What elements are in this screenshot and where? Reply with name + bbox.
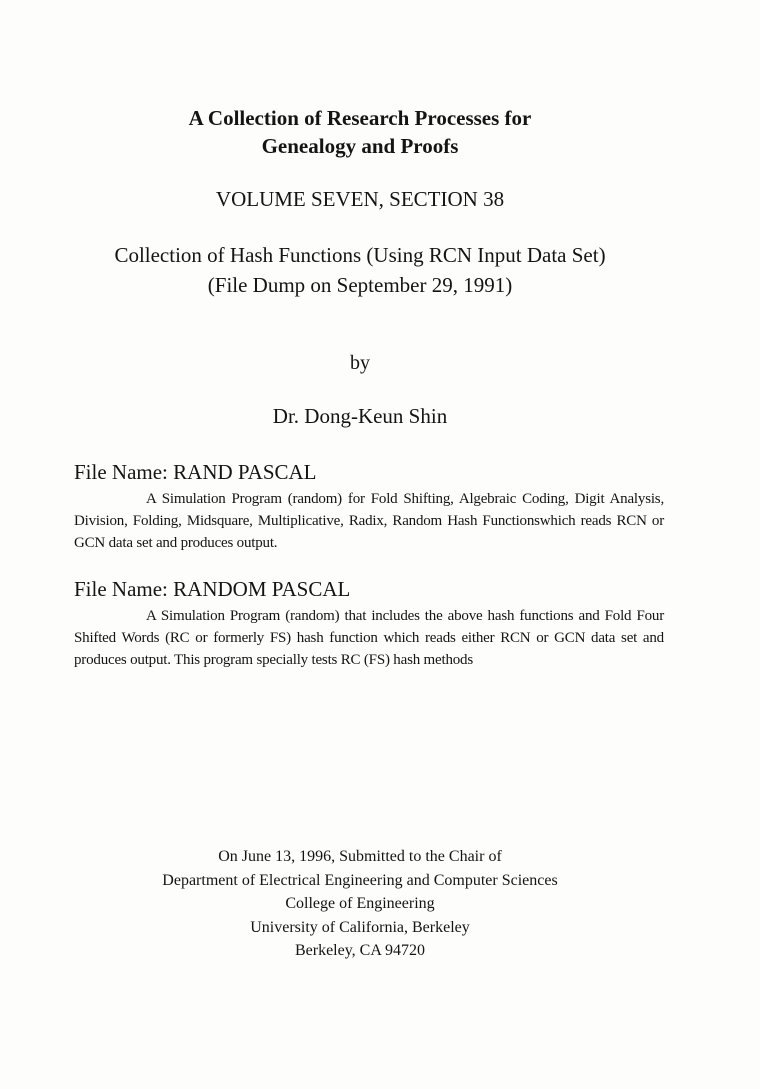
title-line-1: A Collection of Research Processes for xyxy=(188,106,532,130)
address-line: Berkeley, CA 94720 xyxy=(294,942,426,959)
file-description: A Simulation Program (random) for Fold Shifting, Algebraic Coding, Digit Analysis, Division, Folding, Midsquare, Multiplicative, Radix, Random Hash Functionswhich reads RCN or GCN data set and produces output. xyxy=(74,491,664,551)
submission-footer xyxy=(0,845,720,963)
file-name-heading: File Name: RAND PASCAL xyxy=(74,460,317,484)
document-title xyxy=(0,104,720,160)
file-description: A Simulation Program (random) that includes the above hash functions and Fold Four Shifted Words (RC or formerly FS) hash function which reads either RCN or GCN data set and produces output. This program specially tests RC (FS) hash methods xyxy=(74,608,664,668)
by-label: by xyxy=(350,352,370,374)
file-entry-random-pascal xyxy=(74,576,664,671)
volume-heading: VOLUME SEVEN, SECTION 38 xyxy=(215,187,505,211)
submission-date-line: On June 13, 1996, Submitted to the Chair of xyxy=(218,848,502,865)
file-entry-rand-pascal xyxy=(74,459,664,554)
document-subtitle xyxy=(0,240,720,300)
title-line-2: Genealogy and Proofs xyxy=(261,134,459,158)
subtitle-line-2: (File Dump on September 29, 1991) xyxy=(207,273,513,297)
author-name: Dr. Dong-Keun Shin xyxy=(272,404,448,428)
department-line: Department of Electrical Engineering and Computer Sciences xyxy=(162,871,558,889)
file-name-heading: File Name: RANDOM PASCAL xyxy=(74,577,351,601)
subtitle-line-1: Collection of Hash Functions (Using RCN Input Data Set) xyxy=(114,243,606,267)
university-line: University of California, Berkeley xyxy=(250,918,470,936)
college-line: College of Engineering xyxy=(285,895,435,912)
